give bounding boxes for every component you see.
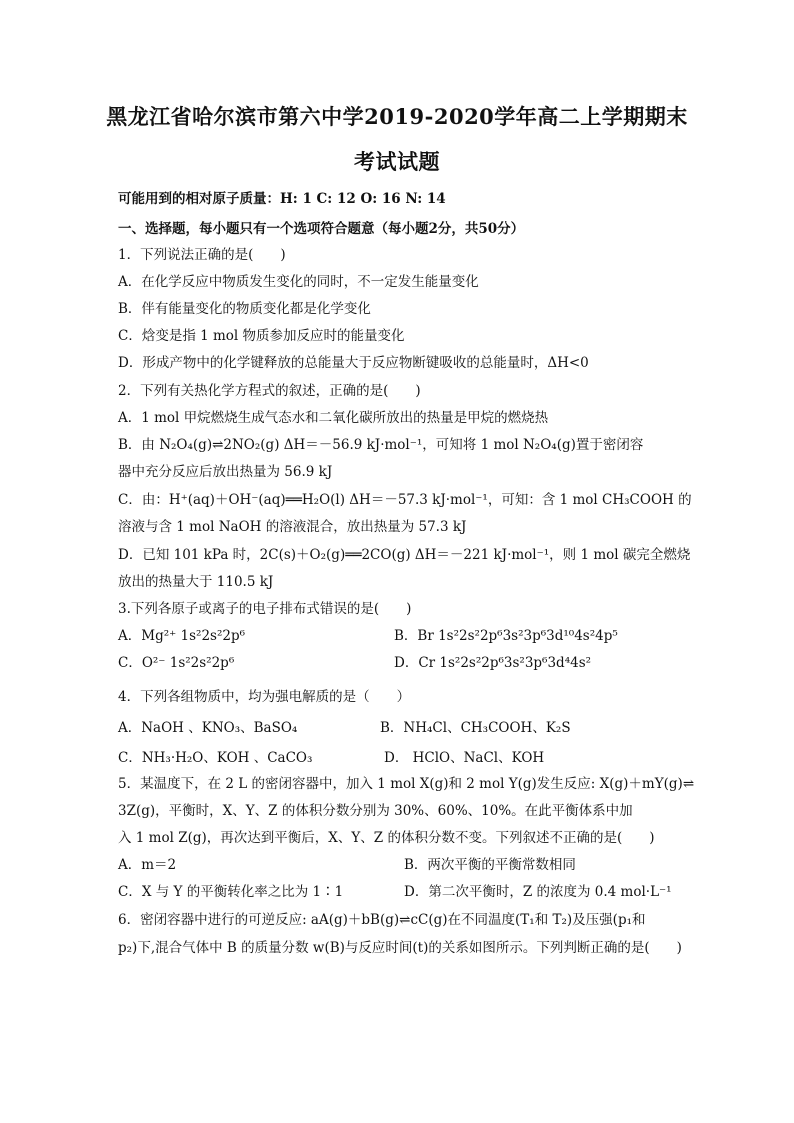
q2-option-b-line1: B．由 N₂O₄(g)⇌2NO₂(g) ΔH＝－56.9 kJ·mol⁻¹，可知将 1 mol N₂O₄(g)置于密闭容 bbox=[118, 437, 644, 453]
q3-option-c: C．O²⁻ 1s²2s²2p⁶ bbox=[118, 655, 235, 671]
q1-stem: 1．下列说法正确的是( ) bbox=[118, 247, 286, 263]
q4-option-c: C．NH₃·H₂O、KOH 、CaCO₃ bbox=[118, 750, 313, 766]
page-title-line1: 黑龙江省哈尔滨市第六中学2019-2020学年高二上学期期末 bbox=[106, 104, 688, 129]
q5-stem-line1: 5．某温度下，在 2 L 的密闭容器中，加入 1 mol X(g)和 2 mol Y(g)发生反应: X(g)＋mY(g)⇌ bbox=[118, 776, 695, 792]
q5-option-d: D．第二次平衡时，Z 的浓度为 0.4 mol·L⁻¹ bbox=[404, 884, 672, 900]
q2-option-a: A．1 mol 甲烷燃烧生成气态水和二氧化碳所放出的热量是甲烷的燃烧热 bbox=[118, 410, 549, 426]
q5-option-b: B．两次平衡的平衡常数相同 bbox=[404, 857, 576, 873]
q5-stem-line2: 3Z(g)，平衡时，X、Y、Z 的体积分数分别为 30%、60%、10%。在此平衡体系中加 bbox=[118, 803, 633, 819]
q1-option-a: A．在化学反应中物质发生变化的同时，不一定发生能量变化 bbox=[118, 274, 479, 290]
q2-stem: 2．下列有关热化学方程式的叙述，正确的是( ) bbox=[118, 383, 421, 399]
q5-option-a: A．m＝2 bbox=[118, 857, 177, 873]
page-title-line2: 考试试题 bbox=[354, 149, 440, 174]
q2-option-c-line2: 溶液与含 1 mol NaOH 的溶液混合，放出热量为 57.3 kJ bbox=[118, 519, 467, 535]
q1-option-d: D．形成产物中的化学键释放的总能量大于反应物断键吸收的总能量时，ΔH<0 bbox=[118, 355, 589, 371]
q6-stem-line2: p₂)下,混合气体中 B 的质量分数 w(B)与反应时间(t)的关系如图所示。下列判断正确的是( ) bbox=[118, 940, 682, 956]
q2-option-b-line2: 器中充分反应后放出热量为 56.9 kJ bbox=[118, 464, 333, 480]
q1-option-c: C．焓变是指 1 mol 物质参加反应时的能量变化 bbox=[118, 328, 405, 344]
q1-option-b: B．伴有能量变化的物质变化都是化学变化 bbox=[118, 301, 371, 317]
q3-stem: 3.下列各原子或离子的电子排布式错误的是( ) bbox=[118, 601, 412, 617]
q2-option-d-line2: 放出的热量大于 110.5 kJ bbox=[118, 574, 274, 590]
q2-option-c-line1: C．由：H⁺(aq)＋OH⁻(aq)══H₂O(l) ΔH＝－57.3 kJ·mol⁻¹，可知：含 1 mol CH₃COOH 的 bbox=[118, 492, 692, 508]
q2-option-d-line1: D．已知 101 kPa 时，2C(s)＋O₂(g)══2CO(g) ΔH＝－221 kJ·mol⁻¹，则 1 mol 碳完全燃烧 bbox=[118, 547, 691, 563]
q5-stem-line3: 入 1 mol Z(g)，再次达到平衡后，X、Y、Z 的体积分数不变。下列叙述不正确的是( ) bbox=[118, 830, 655, 846]
q3-option-a: A．Mg²⁺ 1s²2s²2p⁶ bbox=[118, 628, 246, 644]
q4-option-a: A．NaOH 、KNO₃、BaSO₄ bbox=[118, 720, 298, 736]
atomic-mass-note: 可能用到的相对原子质量：H: 1 C: 12 O: 16 N: 14 bbox=[118, 191, 446, 207]
section-heading: 一、选择题，每小题只有一个选项符合题意（每小题2分，共50分） bbox=[118, 221, 525, 237]
q6-stem-line1: 6．密闭容器中进行的可逆反应: aA(g)＋bB(g)⇌cC(g)在不同温度(T₁和 T₂)及压强(p₁和 bbox=[118, 912, 646, 928]
q4-option-b: B．NH₄Cl、CH₃COOH、K₂S bbox=[380, 720, 571, 736]
q4-stem: 4．下列各组物质中，均为强电解质的是（ ） bbox=[118, 689, 411, 705]
q3-option-d: D．Cr 1s²2s²2p⁶3s²3p⁶3d⁴4s² bbox=[394, 655, 592, 671]
q4-option-d: D． HClO、NaCl、KOH bbox=[384, 750, 545, 766]
q5-option-c: C．X 与 Y 的平衡转化率之比为 1∶1 bbox=[118, 884, 344, 900]
q3-option-b: B．Br 1s²2s²2p⁶3s²3p⁶3d¹⁰4s²4p⁵ bbox=[394, 628, 618, 644]
